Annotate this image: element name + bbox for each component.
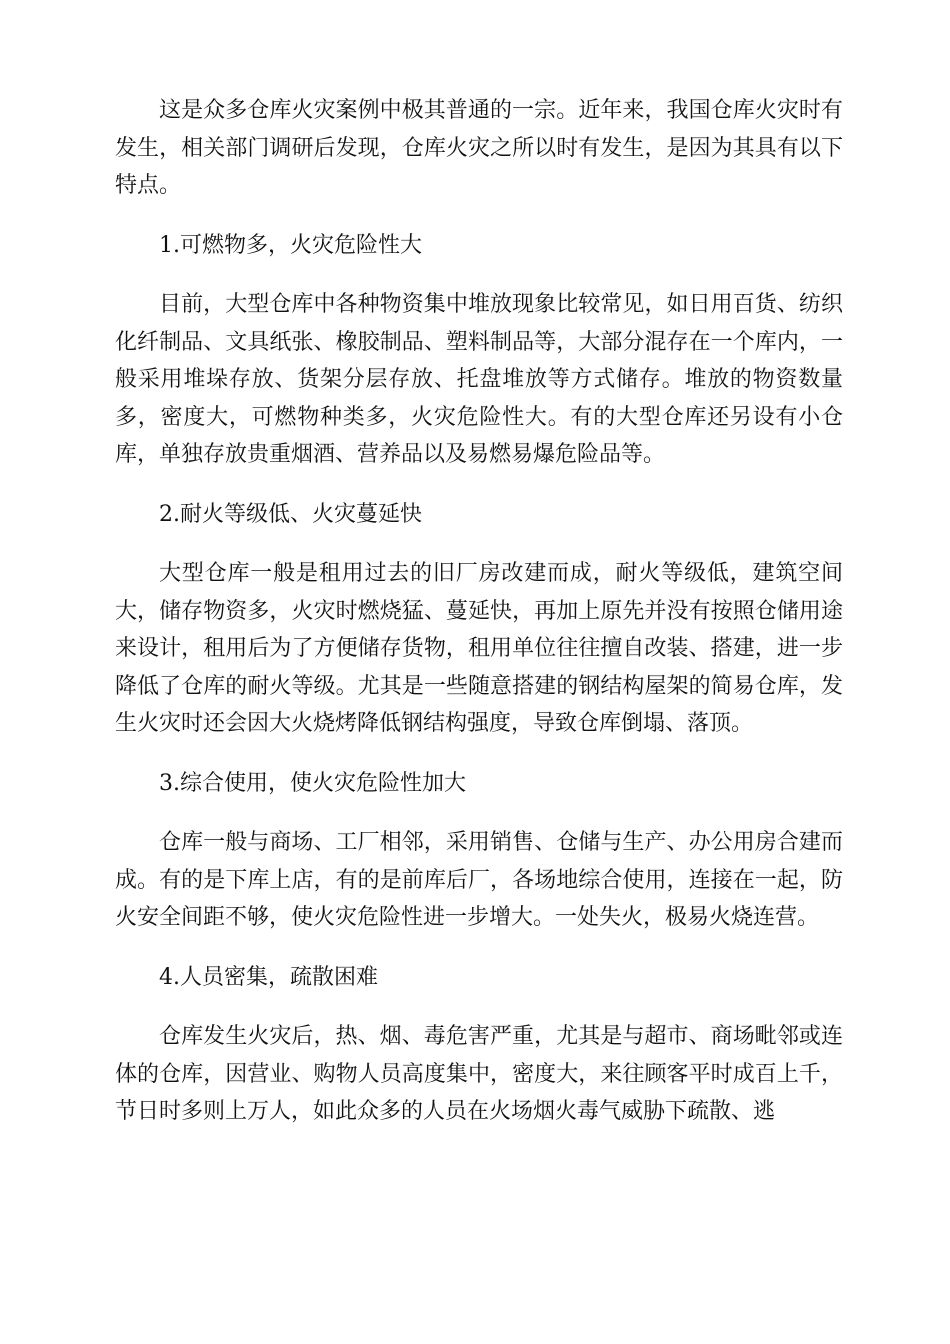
- section-heading-3: 3.综合使用，使火灾危险性加大: [159, 770, 466, 796]
- paragraph-gap: [115, 533, 843, 555]
- section-paragraph-1: 目前，大型仓库中各种物资集中堆放现象比较常见，如日用百货、纺织化纤制品、文具纸张、橡胶制品、塑料制品等，大部分混存在一个库内，一般采用堆垛存放、货架分层存放、托盘堆放等方式储存。堆放的物资数量多，密度大，可燃物种类多，火灾危险性大。有的大型仓库还另设有小仓库，单独存放贵重烟酒、营养品以及易燃易爆危险品等。: [115, 292, 843, 467]
- section-heading-1: 1.可燃物多，火灾危险性大: [159, 232, 422, 258]
- section-paragraph-4: 仓库发生火灾后，热、烟、毒危害严重，尤其是与超市、商场毗邻或连体的仓库，因营业、购物人员高度集中，密度大，来往顾客平时成百上千，节日时多则上万人，如此众多的人员在火场烟火毒气威胁下疏散、逃: [115, 1024, 843, 1124]
- section-heading-4: 4.人员密集，疏散困难: [159, 964, 378, 990]
- section-heading-2: 2.耐火等级低、火灾蔓延快: [159, 501, 422, 527]
- paragraph-gap: [115, 264, 843, 286]
- paragraph-gap: [115, 996, 843, 1018]
- paragraph-gap: [115, 937, 843, 959]
- section-paragraph-3: 仓库一般与商场、工厂相邻，采用销售、仓储与生产、办公用房合建而成。有的是下库上店，有的是前库后厂，各场地综合使用，连接在一起，防火安全间距不够，使火灾危险性进一步增大。一处失火，极易火烧连营。: [115, 830, 843, 930]
- paragraph-gap: [115, 205, 843, 227]
- paragraph-gap: [115, 743, 843, 765]
- intro-paragraph: 这是众多仓库火灾案例中极其普通的一宗。近年来，我国仓库火灾时有发生，相关部门调研后发现，仓库火灾之所以时有发生，是因为其具有以下特点。: [115, 98, 843, 198]
- document-body: [115, 92, 843, 1131]
- paragraph-gap: [115, 802, 843, 824]
- paragraph-gap: [115, 474, 843, 496]
- section-paragraph-2: 大型仓库一般是租用过去的旧厂房改建而成，耐火等级低，建筑空间大，储存物资多，火灾时燃烧猛、蔓延快，再加上原先并没有按照仓储用途来设计，租用后为了方便储存货物，租用单位往往擅自改装、搭建，进一步降低了仓库的耐火等级。尤其是一些随意搭建的钢结构屋架的简易仓库，发生火灾时还会因大火烧烤降低钢结构强度，导致仓库倒塌、落顶。: [115, 561, 843, 736]
